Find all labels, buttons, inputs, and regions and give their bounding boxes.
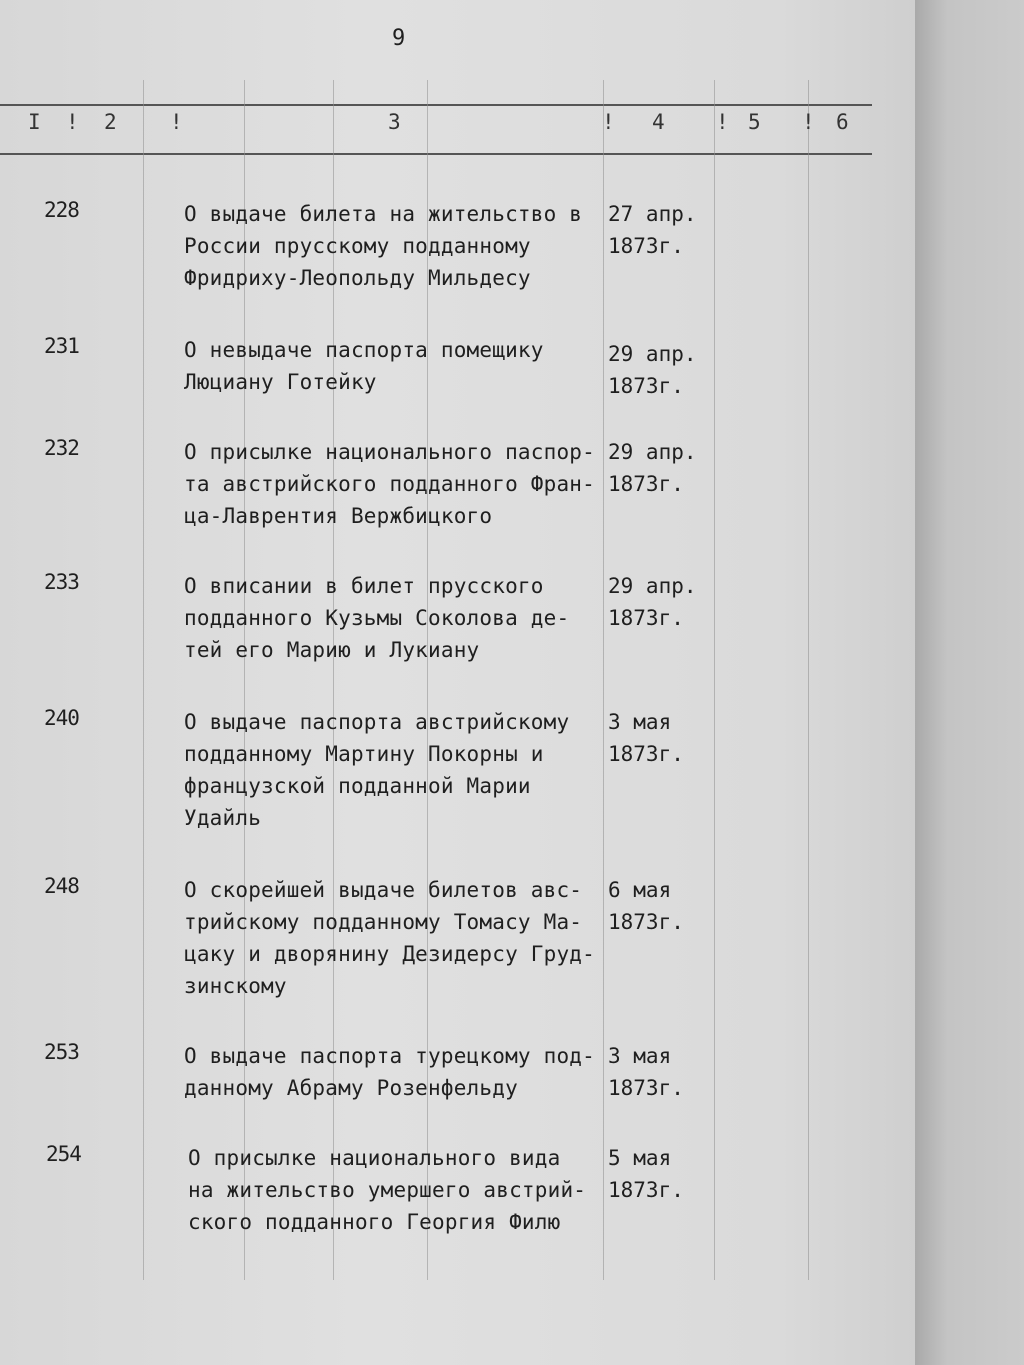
description-line: О невыдаче паспорта помещику [184,338,544,362]
column-separator: ! [602,110,615,134]
entry-date [608,338,697,402]
entry-number: 233 [44,570,79,594]
description-line: Фридриху-Леопольду Мильдесу [184,266,531,290]
description-line: французской подданной Марии [184,774,531,798]
entry-date [608,436,697,500]
table-header-bottom-rule [0,153,872,155]
date-day-month: 27 апр. [608,202,697,226]
description-line: подданному Мартину Покорны и [184,742,544,766]
date-day-month: 5 мая [608,1146,672,1170]
description-line: ца-Лаврентия Вержбицкого [184,504,493,528]
description-line: О выдаче билета на жительство в [184,202,583,226]
entry-number: 231 [44,334,79,358]
entry-description [184,198,604,294]
table-header-top-rule [0,104,872,106]
column-divider [714,80,715,1280]
description-line: О присылке национального паспор- [184,440,595,464]
entry-date [608,874,684,938]
entry-number: 248 [44,874,79,898]
date-day-month: 29 апр. [608,342,697,366]
description-line: на жительство умершего австрий- [188,1178,587,1202]
date-year: 1873г. [608,742,684,766]
date-year: 1873г. [608,606,684,630]
date-year: 1873г. [608,1076,684,1100]
date-year: 1873г. [608,234,684,258]
date-day-month: 6 мая [608,878,672,902]
description-line: цаку и дворянину Дезидерсу Груд- [184,942,595,966]
description-line: О выдаче паспорта турецкому под- [184,1044,595,1068]
column-separator: ! [170,110,183,134]
entry-number: 240 [44,706,79,730]
entry-number: 253 [44,1040,79,1064]
column-separator: ! [66,110,79,134]
entry-date [608,198,697,262]
description-line: подданного Кузьмы Соколова де- [184,606,570,630]
column-separator: ! [716,110,729,134]
date-year: 1873г. [608,910,684,934]
description-line: О выдаче паспорта австрийскому [184,710,570,734]
description-line: Удайль [184,806,262,830]
page-edge-shadow [915,0,1024,1365]
entry-description [188,1142,608,1238]
description-line: Люциану Готейку [184,370,377,394]
description-line: та австрийского подданного Фран- [184,472,595,496]
column-header-2: 2 [104,110,117,134]
description-line: зинскому [184,974,287,998]
date-year: 1873г. [608,472,684,496]
description-line: данному Абраму Розенфельду [184,1076,518,1100]
entry-description [184,436,604,532]
description-line: трийскому подданному Томасу Ма- [184,910,583,934]
date-year: 1873г. [608,374,684,398]
page-number: 9 [392,26,407,51]
entry-date [608,1040,684,1104]
description-line: России прусскому подданному [184,234,531,258]
date-year: 1873г. [608,1178,684,1202]
description-line: ского подданного Георгия Филю [188,1210,561,1234]
description-line: тей его Марию и Лукиану [184,638,480,662]
column-header-1: I [28,110,41,134]
description-line: О присылке национального вида [188,1146,561,1170]
entry-description [184,334,604,398]
entry-date [608,706,684,770]
column-divider [808,80,809,1280]
entry-date [608,1142,684,1206]
entry-description [184,874,604,1002]
description-line: О скорейшей выдаче билетов авс- [184,878,583,902]
date-day-month: 29 апр. [608,574,697,598]
column-header-6: 6 [836,110,849,134]
entry-number: 232 [44,436,79,460]
date-day-month: 3 мая [608,710,672,734]
entry-description [184,706,604,834]
column-header-4: 4 [652,110,665,134]
entry-description [184,1040,604,1104]
column-header-3: 3 [388,110,401,134]
date-day-month: 29 апр. [608,440,697,464]
date-day-month: 3 мая [608,1044,672,1068]
entry-description [184,570,604,666]
entry-number: 228 [44,198,79,222]
description-line: О вписании в билет прусского [184,574,544,598]
column-separator: ! [802,110,815,134]
column-header-5: 5 [748,110,761,134]
entry-number: 254 [46,1142,81,1166]
column-divider [143,80,144,1280]
entry-date [608,570,697,634]
